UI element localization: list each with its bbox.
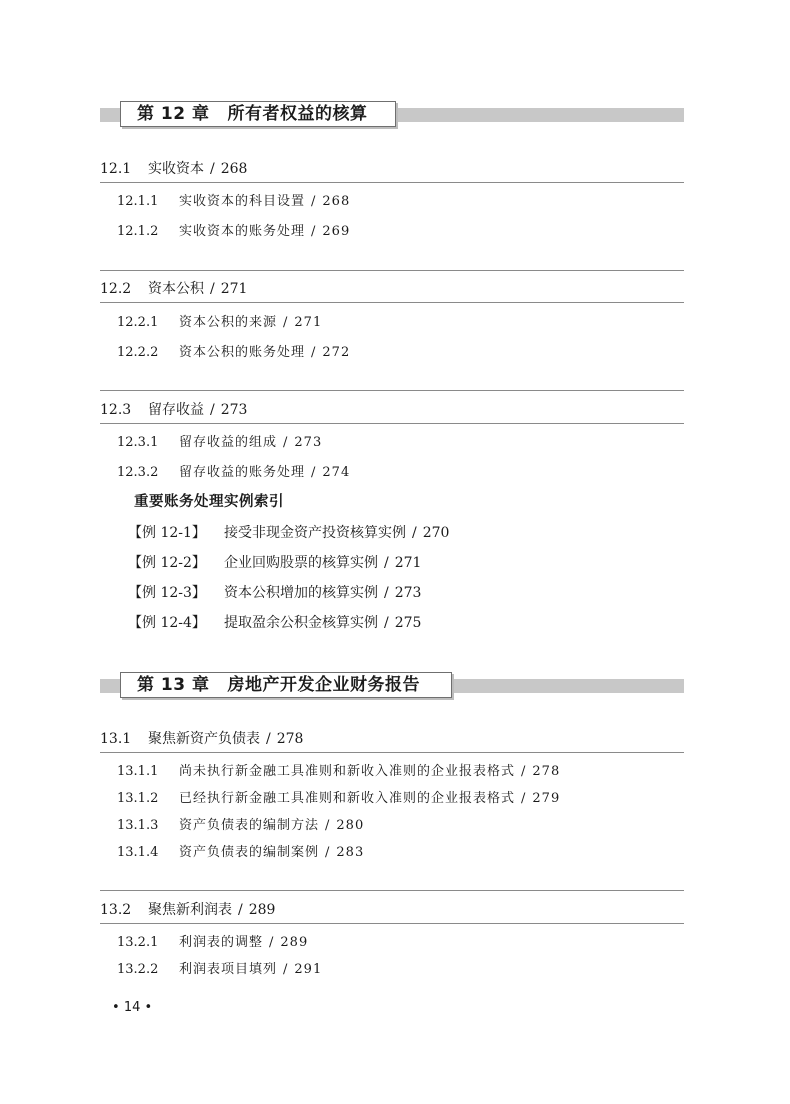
example-title: 企业回购股票的核算实例 (224, 555, 378, 571)
subsection-page: 269 (322, 224, 351, 239)
subsection-page: 283 (336, 845, 365, 860)
toc-section[interactable]: 12.3 留存收益 / 273 (100, 402, 248, 418)
subsection-page: 274 (322, 465, 351, 480)
section-page: 289 (248, 902, 276, 918)
example-page: 270 (422, 525, 450, 541)
toc-subsection[interactable]: 13.1.4 资产负债表的编制案例 / 283 (117, 845, 365, 860)
section-rule (100, 923, 684, 924)
section-page: 268 (220, 161, 248, 177)
subsection-number: 12.1.1 (117, 194, 159, 209)
example-tag: 【例 12-1】 (128, 525, 206, 541)
section-title: 实收资本 (148, 161, 204, 177)
section-page: 273 (220, 402, 248, 418)
subsection-page: 268 (322, 194, 351, 209)
subsection-title: 实收资本的账务处理 (179, 224, 306, 239)
subsection-number: 13.1.1 (117, 764, 159, 779)
example-page: 273 (394, 585, 422, 601)
chapter-title: 房地产开发企业财务报告 (227, 675, 420, 695)
chapter-title: 所有者权益的核算 (227, 104, 368, 124)
chapter-bar-shade-right (396, 108, 684, 122)
subsection-page: 278 (532, 764, 561, 779)
section-number: 12.2 (100, 281, 132, 297)
subsection-page: 291 (294, 962, 323, 977)
subsection-title: 利润表的调整 (179, 935, 264, 950)
subsection-title: 实收资本的科目设置 (179, 194, 306, 209)
toc-subsection[interactable]: 13.1.2 已经执行新金融工具准则和新收入准则的企业报表格式 / 279 (117, 791, 561, 806)
chapter-title-box (120, 672, 452, 698)
subsection-title: 资产负债表的编制案例 (179, 845, 320, 860)
subsection-number: 13.1.2 (117, 791, 159, 806)
bullet-right: • (144, 1000, 153, 1015)
toc-subsection[interactable]: 13.2.1 利润表的调整 / 289 (117, 935, 309, 950)
subsection-title: 留存收益的账务处理 (179, 465, 306, 480)
toc-subsection[interactable]: 12.2.2 资本公积的账务处理 / 272 (117, 345, 351, 360)
chapter-12-header (100, 101, 684, 123)
example-title: 资本公积增加的核算实例 (224, 585, 378, 601)
subsection-title: 资本公积的账务处理 (179, 345, 306, 360)
section-title: 聚焦新资产负债表 (148, 731, 260, 747)
subsection-title: 资产负债表的编制方法 (179, 818, 320, 833)
example-tag: 【例 12-4】 (128, 615, 206, 631)
section-number: 12.3 (100, 402, 132, 418)
subsection-page: 289 (280, 935, 309, 950)
example-entry[interactable]: 【例 12-2】 企业回购股票的核算实例 / 271 (128, 552, 421, 572)
toc-subsection[interactable]: 12.2.1 资本公积的来源 / 271 (117, 315, 323, 330)
chapter-number: 第 13 章 (137, 675, 210, 695)
subsection-title: 已经执行新金融工具准则和新收入准则的企业报表格式 (179, 791, 516, 806)
toc-subsection[interactable]: 12.1.1 实收资本的科目设置 / 268 (117, 194, 351, 209)
section-title: 聚焦新利润表 (148, 902, 232, 918)
toc-subsection[interactable]: 13.1.1 尚未执行新金融工具准则和新收入准则的企业报表格式 / 278 (117, 764, 561, 779)
section-rule (100, 302, 684, 303)
bullet-left: • (112, 1000, 120, 1015)
page-number-value: 14 (123, 1000, 141, 1015)
subsection-page: 279 (532, 791, 561, 806)
example-title: 接受非现金资产投资核算实例 (224, 525, 406, 541)
section-rule (100, 890, 684, 891)
toc-subsection[interactable]: 12.3.1 留存收益的组成 / 273 (117, 435, 323, 450)
toc-section[interactable]: 12.1 实收资本 / 268 (100, 161, 248, 177)
subsection-title: 利润表项目填列 (179, 962, 278, 977)
chapter-number: 第 12 章 (137, 104, 210, 124)
subsection-number: 12.2.2 (117, 345, 159, 360)
section-rule (100, 270, 684, 271)
examples-index-title: 重要账务处理实例索引 (134, 494, 284, 510)
subsection-number: 12.1.2 (117, 224, 159, 239)
subsection-page: 280 (336, 818, 365, 833)
toc-section[interactable]: 13.2 聚焦新利润表 / 289 (100, 902, 276, 918)
subsection-number: 12.3.1 (117, 435, 159, 450)
section-rule (100, 390, 684, 391)
section-number: 13.1 (100, 731, 132, 747)
section-number: 13.2 (100, 902, 132, 918)
subsection-page: 273 (294, 435, 323, 450)
example-page: 275 (394, 615, 422, 631)
example-title: 提取盈余公积金核算实例 (224, 615, 378, 631)
section-number: 12.1 (100, 161, 132, 177)
example-page: 271 (394, 555, 422, 571)
toc-subsection[interactable]: 12.1.2 实收资本的账务处理 / 269 (117, 224, 351, 239)
subsection-number: 13.1.4 (117, 845, 159, 860)
section-page: 271 (220, 281, 248, 297)
page-number (112, 1000, 152, 1015)
toc-section[interactable]: 12.2 资本公积 / 271 (100, 281, 248, 297)
example-entry[interactable]: 【例 12-3】 资本公积增加的核算实例 / 273 (128, 582, 421, 602)
section-rule (100, 182, 684, 183)
subsection-title: 留存收益的组成 (179, 435, 278, 450)
example-tag: 【例 12-3】 (128, 585, 206, 601)
example-tag: 【例 12-2】 (128, 555, 206, 571)
subsection-page: 272 (322, 345, 351, 360)
subsection-number: 13.2.1 (117, 935, 159, 950)
subsection-number: 13.2.2 (117, 962, 159, 977)
chapter-bar-shade-right (452, 679, 684, 693)
chapter-13-header (100, 672, 684, 694)
subsection-number: 13.1.3 (117, 818, 159, 833)
toc-subsection[interactable]: 12.3.2 留存收益的账务处理 / 274 (117, 465, 351, 480)
section-page: 278 (276, 731, 304, 747)
toc-section[interactable]: 13.1 聚焦新资产负债表 / 278 (100, 731, 304, 747)
subsection-title: 尚未执行新金融工具准则和新收入准则的企业报表格式 (179, 764, 516, 779)
section-rule (100, 423, 684, 424)
section-title: 资本公积 (148, 281, 204, 297)
subsection-page: 271 (294, 315, 323, 330)
example-entry[interactable]: 【例 12-4】 提取盈余公积金核算实例 / 275 (128, 612, 421, 632)
subsection-number: 12.3.2 (117, 465, 159, 480)
subsection-title: 资本公积的来源 (179, 315, 278, 330)
section-title: 留存收益 (148, 402, 204, 418)
chapter-title-box (120, 101, 396, 127)
toc-subsection[interactable]: 13.1.3 资产负债表的编制方法 / 280 (117, 818, 365, 833)
subsection-number: 12.2.1 (117, 315, 159, 330)
section-rule (100, 752, 684, 753)
example-entry[interactable]: 【例 12-1】 接受非现金资产投资核算实例 / 270 (128, 522, 449, 542)
toc-subsection[interactable]: 13.2.2 利润表项目填列 / 291 (117, 962, 323, 977)
